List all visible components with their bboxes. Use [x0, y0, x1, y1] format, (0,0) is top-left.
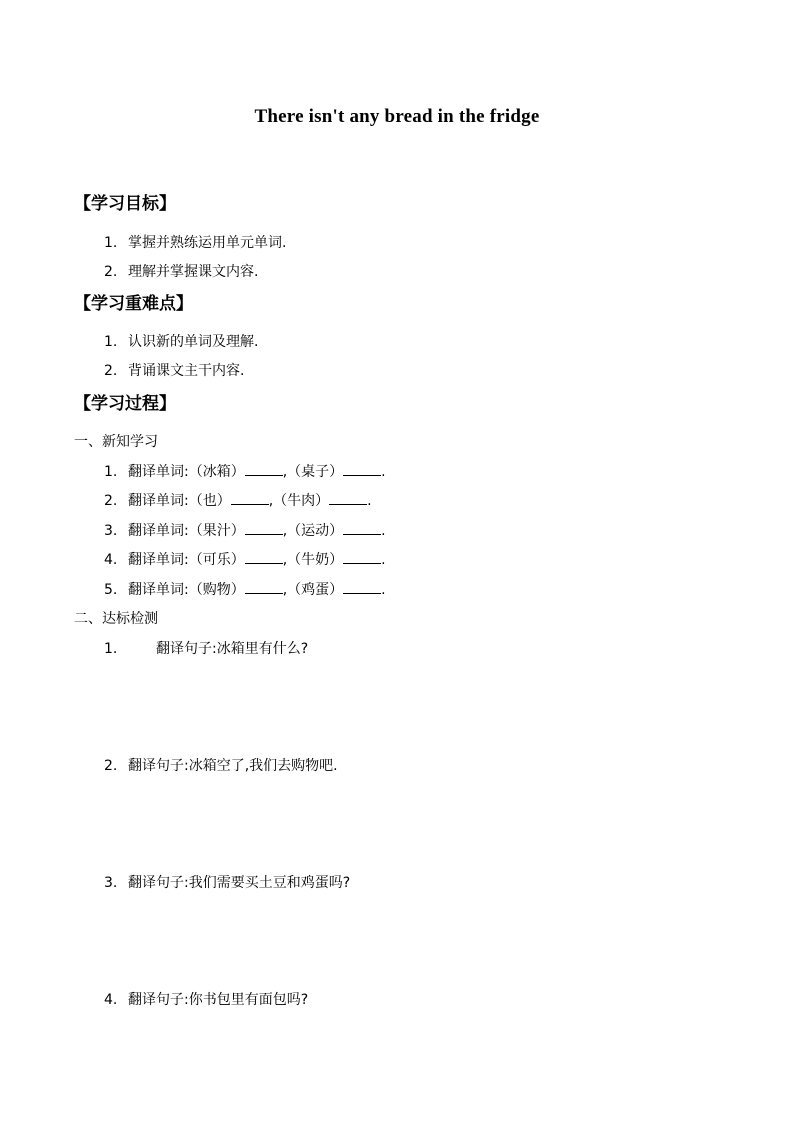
item-end: . [381, 523, 386, 539]
item-prefix: 翻译单词:（也） [128, 493, 231, 509]
list-item [104, 261, 258, 281]
item-prefix: 翻译单词:（果汁） [128, 523, 245, 539]
item-end: . [381, 552, 386, 568]
item-prefix: 翻译单词:（可乐） [128, 552, 245, 568]
item-number: 2. [104, 493, 118, 509]
item-end: . [381, 582, 386, 598]
subsection-label-new-knowledge: 一、新知学习 [74, 434, 158, 450]
item-end: . [381, 464, 386, 480]
answer-blank[interactable] [245, 461, 283, 476]
list-item [104, 461, 386, 481]
list-item [104, 520, 386, 540]
item-number: 3. [104, 875, 118, 891]
item-text: 翻译句子:我们需要买土豆和鸡蛋吗? [128, 875, 351, 891]
item-mid: ,（运动） [282, 523, 344, 539]
item-text: 理解并掌握课文内容. [128, 264, 259, 280]
item-number: 1. [104, 235, 118, 251]
item-mid: ,（牛肉） [268, 493, 330, 509]
item-number: 3. [104, 523, 118, 539]
answer-blank[interactable] [343, 520, 381, 535]
list-item [104, 331, 258, 351]
item-end: . [367, 493, 372, 509]
item-text: 翻译句子:冰箱空了,我们去购物吧. [128, 758, 338, 774]
answer-blank[interactable] [343, 549, 381, 564]
item-number: 1. [104, 464, 118, 480]
item-text: 翻译句子:你书包里有面包吗? [128, 992, 309, 1008]
item-mid: ,（鸡蛋） [282, 582, 344, 598]
item-prefix: 翻译单词:（购物） [128, 582, 245, 598]
answer-blank[interactable] [245, 579, 283, 594]
answer-blank[interactable] [343, 461, 381, 476]
answer-blank[interactable] [245, 549, 283, 564]
item-text: 认识新的单词及理解. [128, 334, 259, 350]
section-heading-goals: 【学习目标】 [74, 194, 176, 214]
section-heading-process: 【学习过程】 [74, 394, 176, 414]
list-item [104, 490, 372, 510]
item-number: 2. [104, 758, 118, 774]
item-number: 2. [104, 264, 118, 280]
list-item [104, 755, 338, 775]
list-item [104, 638, 308, 658]
item-prefix: 翻译单词:（冰箱） [128, 464, 245, 480]
list-item [104, 360, 244, 380]
item-text: 翻译句子:冰箱里有什么? [156, 641, 309, 657]
list-item [104, 232, 286, 252]
item-text: 背诵课文主干内容. [128, 363, 245, 379]
subsection-label-assessment: 二、达标检测 [74, 611, 158, 627]
list-item [104, 989, 308, 1009]
page-title: There isn't any bread in the fridge [254, 106, 540, 127]
item-number: 2. [104, 363, 118, 379]
item-number: 5. [104, 582, 118, 598]
item-number: 4. [104, 552, 118, 568]
list-item [104, 579, 386, 599]
answer-blank[interactable] [245, 520, 283, 535]
item-mid: ,（牛奶） [282, 552, 344, 568]
item-number: 1. [104, 334, 118, 350]
list-item [104, 872, 350, 892]
item-mid: ,（桌子） [282, 464, 344, 480]
item-number: 1. [104, 641, 118, 657]
section-heading-key-points: 【学习重难点】 [74, 294, 193, 314]
answer-blank[interactable] [231, 490, 269, 505]
item-text: 掌握并熟练运用单元单词. [128, 235, 287, 251]
answer-blank[interactable] [343, 579, 381, 594]
list-item [104, 549, 386, 569]
item-number: 4. [104, 992, 118, 1008]
answer-blank[interactable] [329, 490, 367, 505]
